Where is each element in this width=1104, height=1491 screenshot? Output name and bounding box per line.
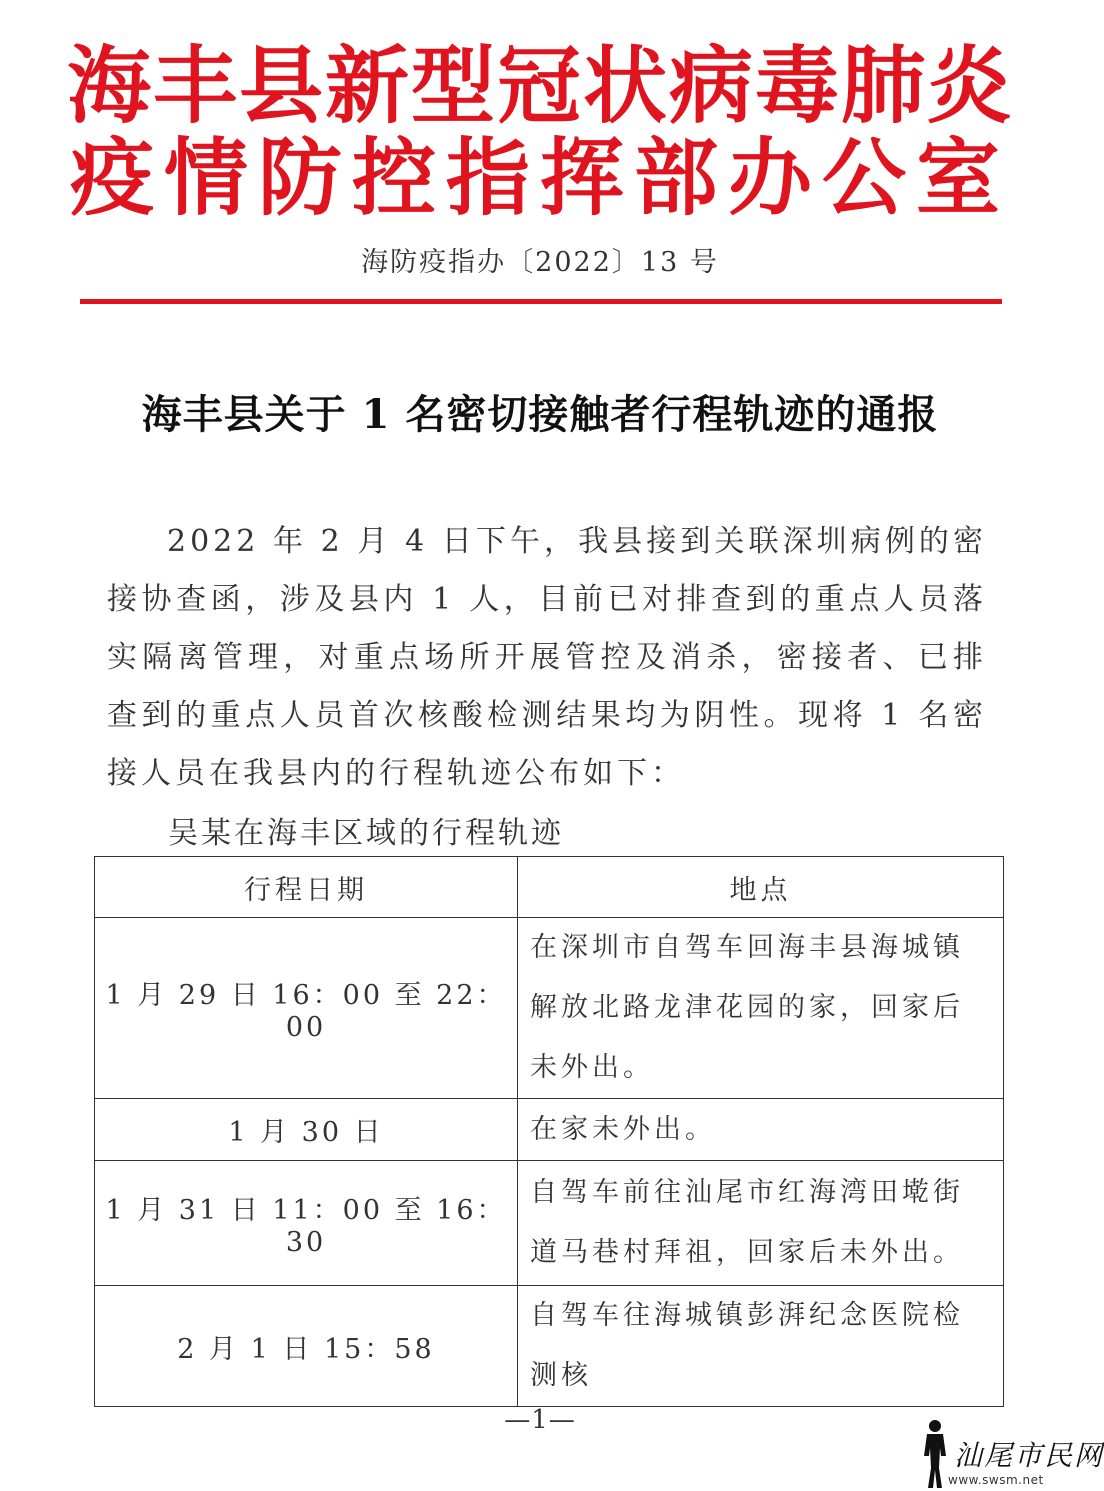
red-divider bbox=[80, 299, 1002, 304]
table-header-row bbox=[95, 857, 1004, 918]
body-paragraph: 2022 年 2 月 4 日下午，我县接到关联深圳病例的密接协查函，涉及县内 1 人，目前已对排查到的重点人员落实隔离管理，对重点场所开展管控及消杀，密接者、已排查到的重点人员首次核酸检测结果均为阴性。现将 1 名密接人员在我县内的行程轨迹公布如下： bbox=[107, 524, 987, 791]
person-silhouette-icon bbox=[920, 1418, 950, 1490]
row-place: 自驾车往海城镇彭湃纪念医院检测核 bbox=[518, 1286, 1004, 1407]
row-date: 1 月 31 日 11：00 至 16：30 bbox=[95, 1161, 518, 1286]
watermark-url: www.swsm.net bbox=[948, 1473, 1044, 1487]
document-title: 海丰县关于 1 名密切接触者行程轨迹的通报 bbox=[141, 391, 939, 438]
row-date: 2 月 1 日 15：58 bbox=[95, 1286, 518, 1407]
table-caption: 吴某在海丰区域的行程轨迹 bbox=[168, 816, 564, 851]
watermark-name: 汕尾市民网 bbox=[954, 1439, 1104, 1472]
issuer-title-line2: 疫情防控指挥部办公室 bbox=[69, 128, 1010, 227]
header-place: 地点 bbox=[518, 857, 1004, 918]
table-row bbox=[95, 1286, 1004, 1407]
row-date: 1 月 29 日 16：00 至 22：00 bbox=[95, 918, 518, 1099]
row-place: 自驾车前往汕尾市红海湾田墘街道马巷村拜祖，回家后未外出。 bbox=[518, 1161, 1004, 1286]
header-date: 行程日期 bbox=[95, 857, 518, 918]
row-date: 1 月 30 日 bbox=[95, 1099, 518, 1161]
document-number: 海防疫指办〔2022〕13 号 bbox=[361, 247, 719, 278]
row-place: 在深圳市自驾车回海丰县海城镇解放北路龙津花园的家，回家后未外出。 bbox=[518, 918, 1004, 1099]
itinerary-table bbox=[94, 856, 1004, 1407]
table-row bbox=[95, 1099, 1004, 1161]
row-place: 在家未外出。 bbox=[518, 1099, 1004, 1161]
issuer-title-line1: 海丰县新型冠状病毒肺炎 bbox=[66, 36, 1013, 135]
site-watermark bbox=[918, 1418, 1104, 1490]
table-row bbox=[95, 918, 1004, 1099]
page-number: —1— bbox=[504, 1405, 576, 1435]
table-row bbox=[95, 1161, 1004, 1286]
